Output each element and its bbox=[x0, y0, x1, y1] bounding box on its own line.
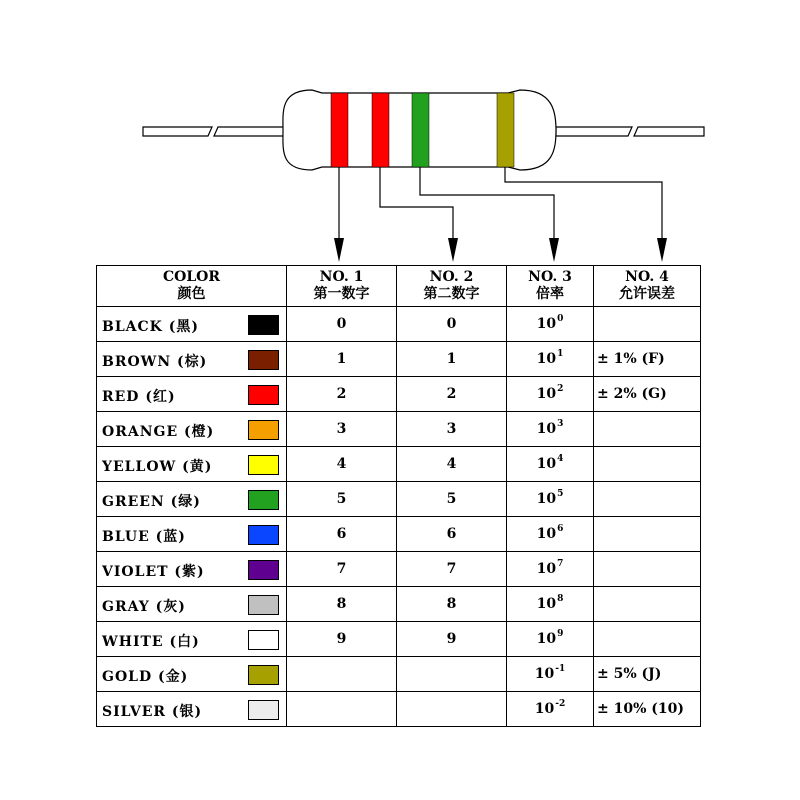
multiplier-base: 10 bbox=[536, 456, 557, 472]
multiplier-base: 10 bbox=[536, 351, 557, 367]
multiplier-cell bbox=[507, 552, 594, 587]
table-header-row bbox=[97, 266, 701, 307]
header-multiplier: NO. 3 倍率 bbox=[507, 266, 594, 307]
tolerance-cell: ± 1% (F) bbox=[594, 342, 701, 377]
second-digit-cell: 9 bbox=[397, 622, 507, 657]
multiplier-exponent: -2 bbox=[555, 699, 566, 709]
multiplier-exponent: 7 bbox=[557, 559, 564, 569]
arrow-down-icon bbox=[549, 238, 559, 262]
color-name: RED (红) bbox=[102, 389, 176, 405]
tolerance-cell bbox=[594, 412, 701, 447]
multiplier-exponent: 8 bbox=[557, 594, 564, 604]
tolerance-cell bbox=[594, 622, 701, 657]
color-cell bbox=[97, 377, 287, 412]
color-swatch bbox=[248, 700, 279, 720]
color-swatch bbox=[248, 665, 279, 685]
first-digit-cell: 1 bbox=[287, 342, 397, 377]
tolerance-cell bbox=[594, 447, 701, 482]
tolerance-cell: ± 2% (G) bbox=[594, 377, 701, 412]
color-name: WHITE (白) bbox=[102, 634, 200, 650]
color-swatch bbox=[248, 595, 279, 615]
header-first-digit: NO. 1 第一数字 bbox=[287, 266, 397, 307]
multiplier-base: 10 bbox=[536, 421, 557, 437]
table-row bbox=[97, 657, 701, 692]
multiplier-base: 10 bbox=[536, 596, 557, 612]
tolerance-cell bbox=[594, 587, 701, 622]
table-row bbox=[97, 307, 701, 342]
arrow-down-icon bbox=[334, 238, 344, 262]
leader-line-2 bbox=[380, 167, 453, 240]
arrow-down-icon bbox=[657, 238, 667, 262]
table-row bbox=[97, 587, 701, 622]
tolerance-cell bbox=[594, 552, 701, 587]
multiplier-base: 10 bbox=[536, 561, 557, 577]
first-digit-cell: 7 bbox=[287, 552, 397, 587]
color-name: VIOLET (紫) bbox=[102, 564, 205, 580]
multiplier-cell bbox=[507, 377, 594, 412]
table-row bbox=[97, 377, 701, 412]
first-digit-cell bbox=[287, 657, 397, 692]
leader-lines bbox=[339, 167, 662, 240]
tolerance-cell bbox=[594, 517, 701, 552]
table-row bbox=[97, 447, 701, 482]
color-name: ORANGE (橙) bbox=[102, 424, 215, 440]
color-name: GREEN (绿) bbox=[102, 494, 201, 510]
multiplier-base: 10 bbox=[534, 701, 555, 717]
multiplier-exponent: 9 bbox=[557, 629, 564, 639]
color-code-table bbox=[96, 265, 701, 727]
multiplier-cell bbox=[507, 307, 594, 342]
table-row bbox=[97, 552, 701, 587]
band-first-digit bbox=[331, 93, 348, 167]
color-name: YELLOW (黄) bbox=[102, 459, 213, 475]
color-swatch bbox=[248, 630, 279, 650]
header-color: COLOR 颜色 bbox=[97, 266, 287, 307]
color-cell bbox=[97, 587, 287, 622]
multiplier-exponent: 6 bbox=[557, 524, 564, 534]
first-digit-cell bbox=[287, 692, 397, 727]
color-swatch bbox=[248, 455, 279, 475]
multiplier-base: 10 bbox=[534, 666, 555, 682]
multiplier-cell bbox=[507, 692, 594, 727]
arrowheads bbox=[334, 238, 667, 262]
band-second-digit bbox=[372, 93, 389, 167]
band-multiplier bbox=[412, 93, 429, 167]
color-cell bbox=[97, 412, 287, 447]
tolerance-cell bbox=[594, 307, 701, 342]
leader-line-4 bbox=[505, 167, 662, 240]
table-row bbox=[97, 622, 701, 657]
resistor-diagram bbox=[0, 0, 800, 265]
multiplier-base: 10 bbox=[536, 526, 557, 542]
arrow-down-icon bbox=[448, 238, 458, 262]
color-swatch bbox=[248, 420, 279, 440]
color-cell bbox=[97, 307, 287, 342]
multiplier-cell bbox=[507, 587, 594, 622]
multiplier-cell bbox=[507, 517, 594, 552]
first-digit-cell: 3 bbox=[287, 412, 397, 447]
table-row bbox=[97, 692, 701, 727]
color-name: BLACK (黑) bbox=[102, 319, 199, 335]
first-digit-cell: 0 bbox=[287, 307, 397, 342]
band-tolerance bbox=[497, 93, 514, 167]
left-lead bbox=[143, 127, 290, 136]
multiplier-cell bbox=[507, 622, 594, 657]
color-name: GOLD (金) bbox=[102, 669, 189, 685]
multiplier-exponent: 2 bbox=[557, 384, 564, 394]
color-cell bbox=[97, 552, 287, 587]
first-digit-cell: 2 bbox=[287, 377, 397, 412]
multiplier-exponent: 3 bbox=[557, 419, 564, 429]
multiplier-exponent: 0 bbox=[557, 314, 564, 324]
first-digit-cell: 6 bbox=[287, 517, 397, 552]
color-cell bbox=[97, 517, 287, 552]
second-digit-cell: 5 bbox=[397, 482, 507, 517]
color-swatch bbox=[248, 560, 279, 580]
second-digit-cell: 4 bbox=[397, 447, 507, 482]
table-row bbox=[97, 342, 701, 377]
second-digit-cell: 0 bbox=[397, 307, 507, 342]
multiplier-exponent: -1 bbox=[555, 664, 566, 674]
color-name: BLUE (蓝) bbox=[102, 529, 186, 545]
multiplier-base: 10 bbox=[536, 386, 557, 402]
multiplier-cell bbox=[507, 447, 594, 482]
multiplier-base: 10 bbox=[536, 491, 557, 507]
color-swatch bbox=[248, 490, 279, 510]
multiplier-exponent: 1 bbox=[557, 349, 564, 359]
multiplier-base: 10 bbox=[536, 631, 557, 647]
first-digit-cell: 4 bbox=[287, 447, 397, 482]
color-cell bbox=[97, 657, 287, 692]
second-digit-cell: 2 bbox=[397, 377, 507, 412]
header-tolerance: NO. 4 允许误差 bbox=[594, 266, 701, 307]
multiplier-base: 10 bbox=[536, 316, 557, 332]
first-digit-cell: 9 bbox=[287, 622, 397, 657]
multiplier-cell bbox=[507, 482, 594, 517]
table-row bbox=[97, 412, 701, 447]
second-digit-cell: 3 bbox=[397, 412, 507, 447]
second-digit-cell: 7 bbox=[397, 552, 507, 587]
second-digit-cell bbox=[397, 692, 507, 727]
multiplier-exponent: 4 bbox=[557, 454, 564, 464]
color-cell bbox=[97, 622, 287, 657]
color-cell bbox=[97, 482, 287, 517]
color-name: GRAY (灰) bbox=[102, 599, 186, 615]
header-second-digit: NO. 2 第二数字 bbox=[397, 266, 507, 307]
second-digit-cell: 6 bbox=[397, 517, 507, 552]
tolerance-cell: ± 5% (J) bbox=[594, 657, 701, 692]
multiplier-cell bbox=[507, 657, 594, 692]
color-swatch bbox=[248, 385, 279, 405]
color-cell bbox=[97, 447, 287, 482]
color-swatch bbox=[248, 350, 279, 370]
first-digit-cell: 5 bbox=[287, 482, 397, 517]
color-cell bbox=[97, 692, 287, 727]
multiplier-cell bbox=[507, 342, 594, 377]
first-digit-cell: 8 bbox=[287, 587, 397, 622]
multiplier-exponent: 5 bbox=[557, 489, 564, 499]
table-row bbox=[97, 517, 701, 552]
second-digit-cell: 1 bbox=[397, 342, 507, 377]
multiplier-cell bbox=[507, 412, 594, 447]
color-name: BROWN (棕) bbox=[102, 354, 208, 370]
leader-line-3 bbox=[420, 167, 554, 240]
color-swatch bbox=[248, 315, 279, 335]
color-cell bbox=[97, 342, 287, 377]
tolerance-cell bbox=[594, 482, 701, 517]
right-lead bbox=[556, 127, 704, 136]
color-swatch bbox=[248, 525, 279, 545]
table-row bbox=[97, 482, 701, 517]
second-digit-cell: 8 bbox=[397, 587, 507, 622]
second-digit-cell bbox=[397, 657, 507, 692]
color-name: SILVER (银) bbox=[102, 704, 203, 720]
tolerance-cell: ± 10% (10) bbox=[594, 692, 701, 727]
